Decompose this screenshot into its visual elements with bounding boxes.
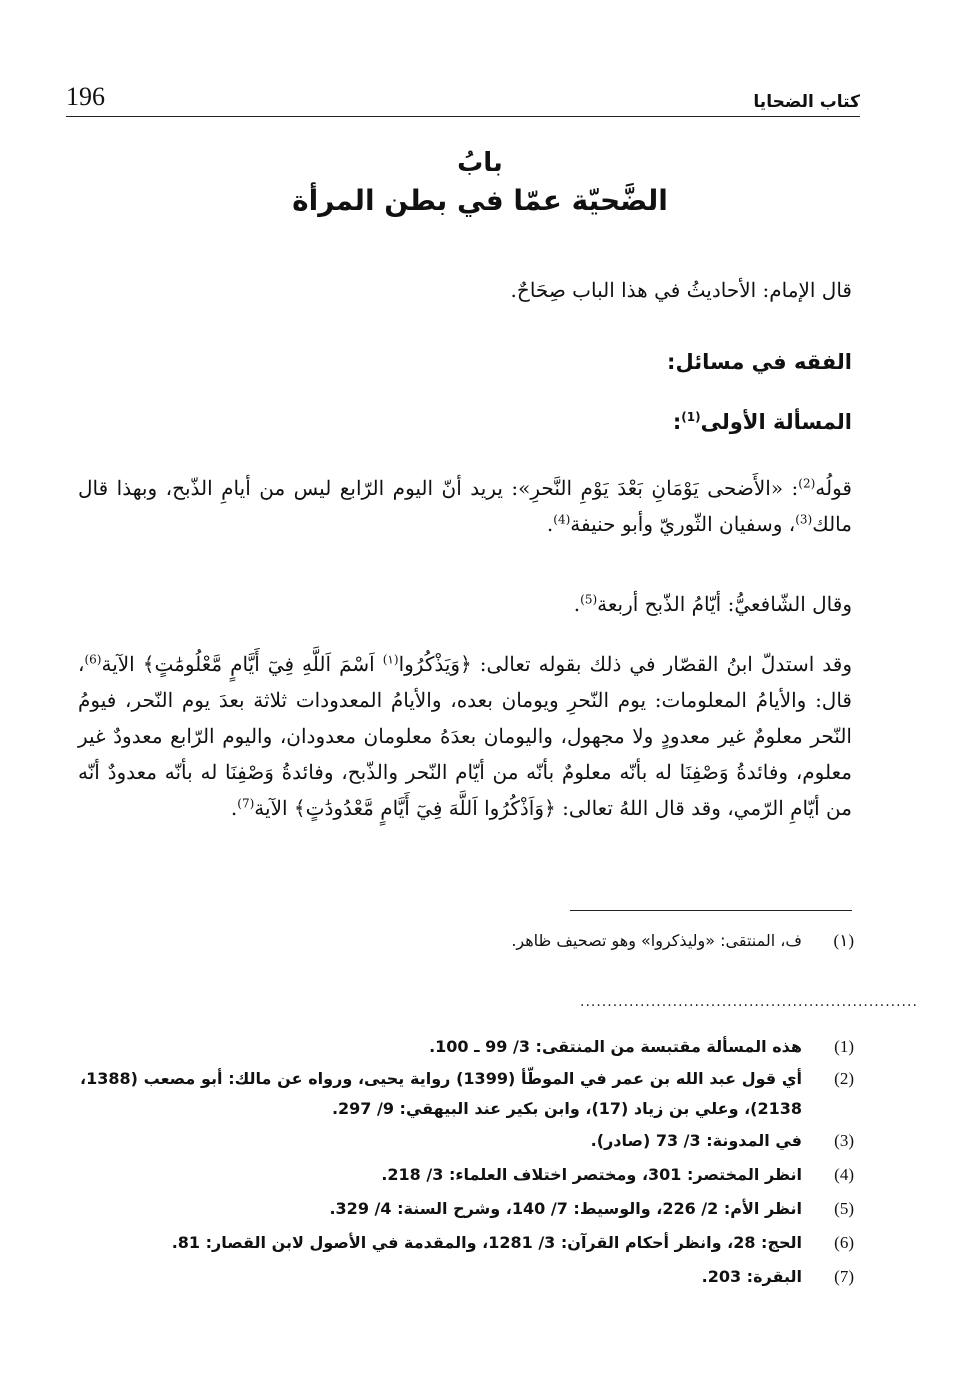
question-one-heading <box>78 410 852 434</box>
footnote-text: في المدونة: 3/ 73 (صادر). <box>590 1131 802 1150</box>
footnote-5 <box>80 1194 854 1224</box>
footnote-text: هذه المسألة مقتبسة من المنتقى: 3/ 99 ـ 100. <box>429 1037 802 1056</box>
apparatus-note-number: (١) <box>833 931 854 950</box>
footnote-separator: .............................................................. <box>580 994 918 1010</box>
footnote-text: انظر الأم: 2/ 226، والوسيط: 7/ 140، وشرح السنة: 4/ 329. <box>329 1199 802 1218</box>
footnote-3 <box>80 1126 854 1156</box>
imam-statement: قال الإمام: الأحاديثُ في هذا الباب صِحَاحٌ. <box>510 278 852 302</box>
para2-text-1: وقال الشّافعيُّ: أيّامُ الذّبح أربعة <box>597 592 852 616</box>
footnote-2 <box>80 1064 854 1124</box>
para3-text-4: . <box>230 796 238 820</box>
chapter-label: بابُ <box>457 148 503 178</box>
footnote-text: الحج: 28، وانظر أحكام القرآن: 3/ 1281، والمقدمة في الأصول لابن القصار: 81. <box>171 1233 802 1252</box>
footnote-ref: (6) <box>84 652 102 667</box>
chapter-title: الضَّحيّة عمّا في بطن المرأة <box>292 184 668 217</box>
paragraph-ibn-qassar <box>78 646 852 826</box>
footnote-ref: (2) <box>798 476 816 491</box>
para1-text-3: ، وسفيان الثّوريّ وأبو حنيفة <box>570 512 796 536</box>
para3-text-3: ، قال: والأيامُ المعلومات: يوم النّحرِ ويومان بعده، والأيامُ المعدودات ثلاثة بعدَ يوم النّحر، فيومُ النّحر معلومٌ غير معدودٍ ولا مجهول، واليومان بعدَهُ معلومان معدودان، واليوم الرّابع معدودٌ غير معلوم، وفائدةُ وَصْفِنَا له بأنّه معلومٌ بأنّه من أيّام النّحر والذّبح، وفائدةُ وَصْفِنَا له بأنّه معدودٌ أنّه من أيّامِ الرّمي، وقد قال اللهُ تعالى: ﴿وَاَذْكُرُوا اَللَّهَ فِيٓ أَيَّامٍ مَّعْدُودَٰتٍ﴾ الآية <box>78 652 852 820</box>
footnote-number: (3) <box>834 1131 854 1150</box>
para1-text-4: . <box>546 512 554 536</box>
fiqh-heading: الفقه في مسائل: <box>667 350 852 374</box>
footnote-number: (4) <box>834 1165 854 1184</box>
question-one-title: المسألة الأولى <box>700 410 852 434</box>
footnote-4 <box>80 1160 854 1190</box>
footnote-text: أي قول عبد الله بن عمر في الموطّأ (1399) رواية يحيى، ورواه عن مالك: أبو مصعب (1388، 2138)، وعلي بن زياد (17)، وابن بكير عند البيهقي: 9/ 297. <box>80 1069 802 1118</box>
footnote-text: انظر المختصر: 301، ومختصر اختلاف العلماء: 3/ 218. <box>381 1165 802 1184</box>
footnote-number: (6) <box>834 1233 854 1252</box>
question-one-colon: : <box>672 410 682 434</box>
apparatus-ref: (١) <box>382 652 399 667</box>
footnote-1 <box>80 1032 854 1062</box>
para1-text-2: : «الأَضحى يَوْمَانِ بَعْدَ يَوْمِ النَّحرِ»: يريد أنّ اليوم الرّابع ليس من أيامِ الذّبح، وبهذا قال مالك <box>78 476 852 536</box>
book-title: كتاب الضحايا <box>753 92 860 112</box>
footnote-number: (1) <box>834 1037 854 1056</box>
footnote-6 <box>80 1228 854 1258</box>
footnote-ref: (7) <box>237 796 255 811</box>
footnote-ref: (3) <box>795 512 813 527</box>
para3-text-1: وقد استدلّ ابنُ القصّار في ذلك بقوله تعالى: ﴿وَيَذْكُرُوا <box>398 652 853 676</box>
footnote-rule <box>570 910 852 911</box>
footnote-number: (2) <box>834 1069 854 1088</box>
footnote-ref: (4) <box>553 512 571 527</box>
footnote-ref: (1) <box>681 410 701 424</box>
footnote-ref: (5) <box>580 592 598 607</box>
page-number: 196 <box>66 82 105 111</box>
footnote-number: (5) <box>834 1199 854 1218</box>
para3-text-2: اَسْمَ اَللَّهِ فِيٓ أَيَّامٍ مَّعْلُومَٰتٍ﴾ الآية <box>101 652 383 676</box>
para2-text-2: . <box>573 592 581 616</box>
paragraph-adha-days <box>78 470 852 542</box>
footnote-7 <box>80 1262 854 1292</box>
paragraph-shafii <box>78 586 852 622</box>
footnote-number: (7) <box>834 1267 854 1286</box>
apparatus-note <box>80 926 854 956</box>
apparatus-note-text: ف، المنتقى: «وليذكروا» وهو تصحيف ظاهر. <box>511 931 802 950</box>
para1-text-1: قولُه <box>815 476 852 500</box>
running-head <box>66 82 860 117</box>
footnote-text: البقرة: 203. <box>701 1267 802 1286</box>
